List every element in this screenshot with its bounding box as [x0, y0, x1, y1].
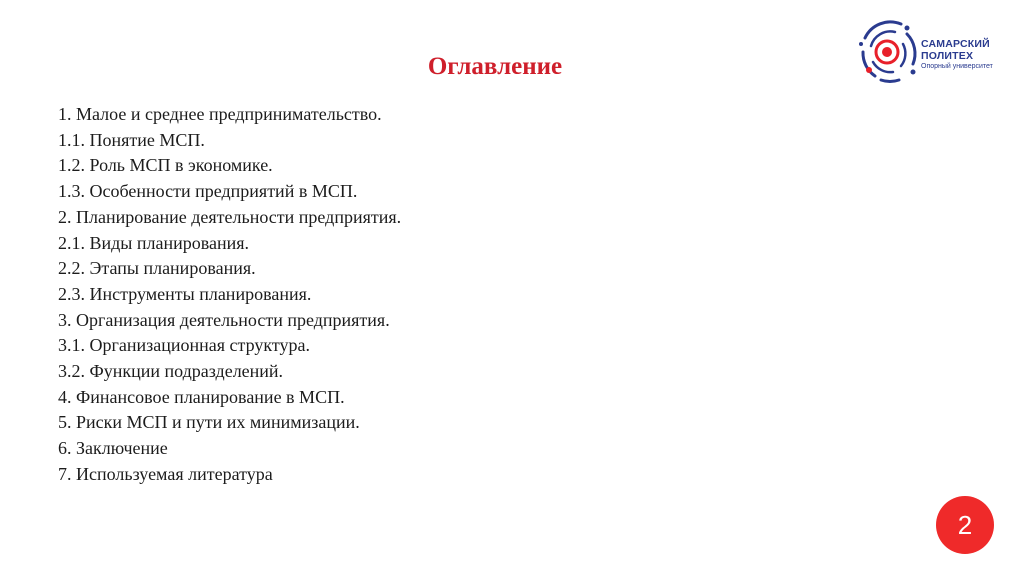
toc-item: 2.1. Виды планирования. [58, 232, 250, 253]
toc-item: 1. Малое и среднее предпринимательство. [58, 104, 382, 124]
toc-item: 1.3. Особенности предприятий в МСП. [58, 181, 358, 202]
toc-item: 1.2. Роль МСП в экономике. [58, 155, 273, 176]
toc-item: 5. Риски МСП и пути их минимизации. [58, 412, 360, 433]
logo-line-1: САМАРСКИЙ [921, 38, 990, 50]
slide-title: Оглавление [427, 53, 563, 80]
toc-item: 2. Планирование деятельности предприятия. [58, 206, 402, 227]
logo-line-2: ПОЛИТЕХ [921, 50, 974, 62]
toc-item: 2.3. Инструменты планирования. [58, 283, 312, 304]
toc-item: 2.2. Этапы планирования. [58, 258, 256, 279]
table-of-contents [58, 102, 401, 488]
toc-item: 3.1. Организационная структура. [58, 335, 310, 356]
toc-item: 1.1. Понятие МСП. [58, 129, 205, 150]
toc-item: 3.2. Функции подразделений. [58, 361, 284, 382]
toc-item: 4. Финансовое планирование в МСП. [58, 386, 345, 407]
logo-line-3: Опорный университет [921, 63, 993, 70]
toc-item: 3. Организация деятельности предприятия. [58, 309, 390, 330]
toc-item: 6. Заключение [58, 438, 168, 459]
logo-mark-icon [855, 16, 921, 88]
logo-text [921, 38, 993, 72]
page-number-badge: 2 [936, 496, 994, 554]
toc-item: 7. Используемая литература [58, 463, 273, 484]
university-logo [855, 16, 1015, 88]
